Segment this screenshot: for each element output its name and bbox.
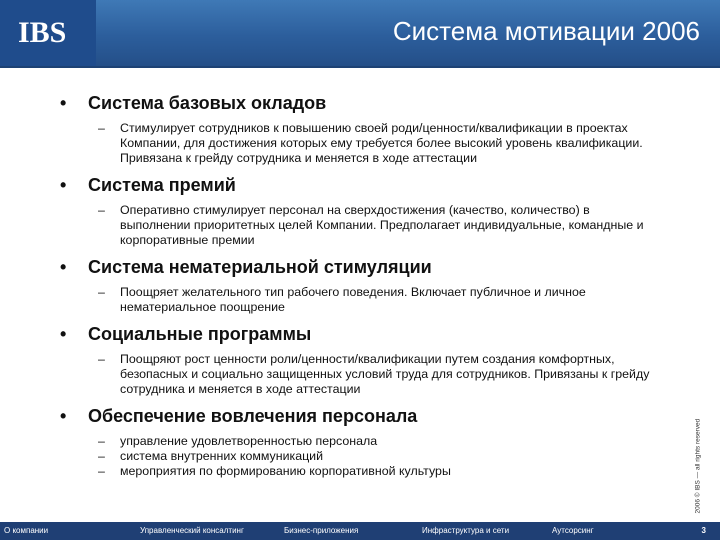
header-bar <box>0 0 720 68</box>
page-number: 3 <box>701 526 706 535</box>
section-engagement <box>60 405 660 479</box>
dash-icon: – <box>98 464 105 478</box>
section-heading: • Социальные программы <box>60 324 312 344</box>
bullet-icon: • <box>60 93 67 113</box>
section-item: – система внутренних коммуникаций <box>98 449 324 463</box>
section-non-material <box>60 256 660 315</box>
section-item: – мероприятия по формированию корпоративной культуры <box>98 464 451 478</box>
logo-text: IBS <box>18 16 67 49</box>
footer-link-consulting[interactable]: Управленческий консалтинг <box>140 526 244 535</box>
footer-link-business-apps[interactable]: Бизнес-приложения <box>284 526 359 535</box>
dash-icon: – <box>98 285 105 299</box>
dash-icon: – <box>98 449 105 463</box>
dash-icon: – <box>98 203 105 217</box>
section-item: – Поощряет желательного тип рабочего поведения. Включает публичное и личное нематериальное поощрение <box>98 285 586 314</box>
section-bonus <box>60 174 660 248</box>
logo <box>0 0 96 66</box>
section-heading: • Система базовых окладов <box>60 93 327 113</box>
section-heading: • Система нематериальной стимуляции <box>60 257 432 277</box>
footer-link-infrastructure[interactable]: Инфраструктура и сети <box>422 526 510 535</box>
section-social <box>60 323 660 397</box>
dash-icon: – <box>98 352 105 366</box>
section-base-salary <box>60 92 660 166</box>
section-item: – Оперативно стимулирует персонал на сверхдостижения (качество, количество) в выполнении приоритетных целей Компании. Предполагает индивидуальные, командные и корпоративные премии <box>98 203 644 247</box>
bullet-icon: • <box>60 324 67 344</box>
footer-link-about[interactable]: О компании <box>4 526 49 535</box>
bullet-icon: • <box>60 257 67 277</box>
footer-link-outsourcing[interactable]: Аутсорсинг <box>552 526 594 535</box>
section-item: – Стимулирует сотрудников к повышению своей роди/ценности/квалификации в проектах Компании, для достижения которых ему требуется более высокий уровень квалификации. Привязана к грейду сотрудника и меняется в ходе аттестации <box>98 121 643 165</box>
copyright-note: 2006 © IBS — all rights reserved <box>694 418 702 514</box>
section-item: – управление удовлетворенностью персонала <box>98 434 378 448</box>
dash-icon: – <box>98 121 105 135</box>
dash-icon: – <box>98 434 105 448</box>
section-heading: • Система премий <box>60 175 236 195</box>
section-item: – Поощряют рост ценности роли/ценности/квалификации путем создания комфортных, безопасных и социально защищенных условий труда для сотрудников. Привязаны к грейду сотрудника и меняется в ходе аттестации <box>98 352 650 396</box>
bullet-icon: • <box>60 406 67 426</box>
bullet-icon: • <box>60 175 67 195</box>
section-heading: • Обеспечение вовлечения персонала <box>60 406 418 426</box>
footer-nav <box>0 522 720 540</box>
section-item-list <box>60 434 660 479</box>
slide-title: Система мотивации 2006 <box>392 16 700 46</box>
slide-content <box>60 92 660 487</box>
